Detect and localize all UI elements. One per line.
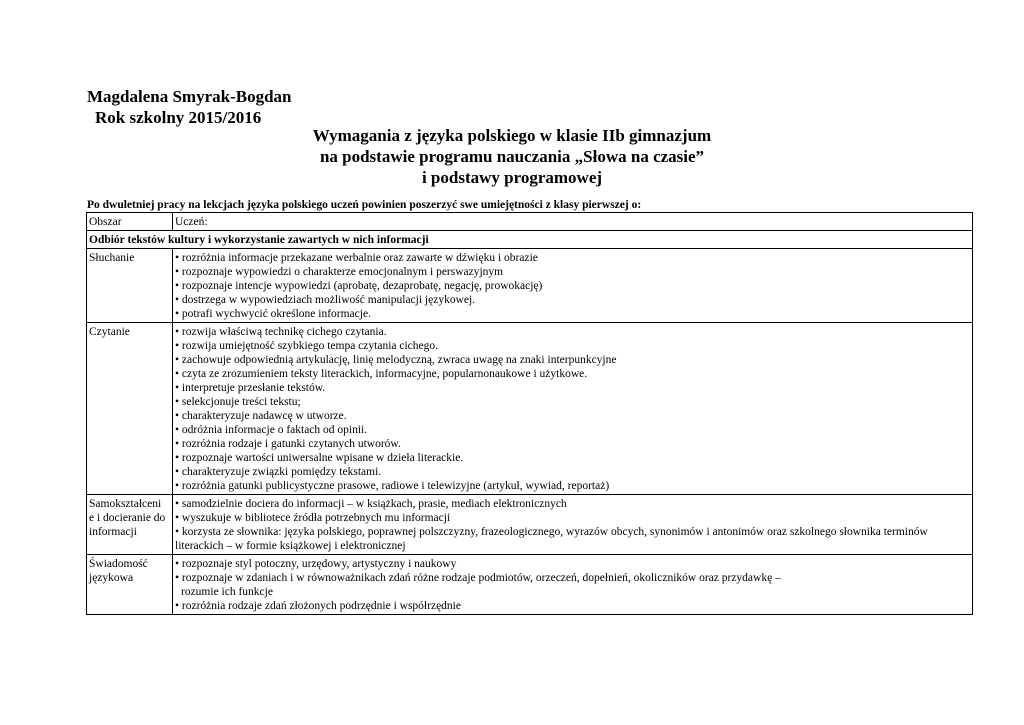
list-item: • rozróżnia rodzaje zdań złożonych podrzędnie i współrzędnie [175, 600, 461, 612]
list-item: • rozpoznaje intencje wypowiedzi (aprobatę, dezaprobatę, negację, prowokację) [175, 280, 543, 292]
list-item: • zachowuje odpowiednią artykulację, linię melodyczną, zwraca uwagę na znaki interpunkcyjne [175, 354, 617, 366]
table-header-row [87, 213, 973, 231]
list-item: • wyszukuje w bibliotece źródła potrzebnych mu informacji [175, 512, 451, 524]
list-item: • selekcjonuje treści tekstu; [175, 396, 301, 408]
area-cell: Świadomość językowa [87, 555, 173, 615]
list-item: • charakteryzuje nadawcę w utworze. [175, 410, 347, 422]
items-cell [173, 495, 973, 555]
list-item: • rozwija umiejętność szybkiego tempa czytania cichego. [175, 340, 438, 352]
title-line-3: i podstawy programowej [421, 168, 603, 187]
list-item: • rozpoznaje wypowiedzi o charakterze emocjonalnym i perswazyjnym [175, 266, 504, 278]
items-cell [173, 323, 973, 495]
list-item: • czyta ze zrozumieniem teksty literackich, informacyjne, popularnonaukowe i użytkowe. [175, 368, 588, 380]
list-item: • samodzielnie dociera do informacji – w książkach, prasie, mediach elektronicznych [175, 498, 567, 510]
list-item: • rozpoznaje w zdaniach i w równoważnikach zdań różne rodzaje podmiotów, orzeczeń, dopełnień, okoliczników oraz przydawkę – [175, 572, 781, 584]
title-line-2: na podstawie programu nauczania „Słowa na czasie” [319, 147, 705, 166]
section-row [87, 231, 973, 249]
list-item: • odróżnia informacje o faktach od opinii. [175, 424, 368, 436]
list-item: • interpretuje przesłanie tekstów. [175, 382, 326, 394]
list-item: • rozróżnia rodzaje i gatunki czytanych utworów. [175, 438, 401, 450]
section-title: Odbiór tekstów kultury i wykorzystanie zawartych w nich informacji [87, 231, 973, 249]
list-item: • rozróżnia informacje przekazane werbalnie oraz zawarte w dźwięku i obrazie [175, 252, 538, 264]
intro-text: Po dwuletniej pracy na lekcjach języka polskiego uczeń powinien poszerzyć swe umiejętności z klasy pierwszej o: [87, 199, 642, 211]
list-item: • charakteryzuje związki pomiędzy tekstami. [175, 466, 382, 478]
list-item: • rozwija właściwą technikę cichego czytania. [175, 326, 387, 338]
list-item: • korzysta ze słownika: języka polskiego, poprawnej polszczyzny, frazeologicznego, wyrazów obcych, synonimów i antonimów oraz szkolnego słownika terminów literackich – w formie książkowej i elektronicznej [175, 526, 928, 552]
list-item: • dostrzega w wypowiedziach możliwość manipulacji językowej. [175, 294, 476, 306]
list-item: • rozpoznaje styl potoczny, urzędowy, artystyczny i naukowy [175, 558, 457, 570]
requirements-table [86, 212, 973, 615]
items-cell [173, 555, 973, 615]
table-row-samoksztalcenie [87, 495, 973, 555]
list-item: • potrafi wychwycić określone informacje. [175, 308, 371, 320]
list-item: • rozróżnia gatunki publicystyczne prasowe, radiowe i telewizyjne (artykuł, wywiad, reportaż) [175, 480, 610, 492]
area-cell: Samokształceni e i docieranie do informacji [87, 495, 173, 555]
school-year: Rok szkolny 2015/2016 [95, 108, 262, 127]
area-cell: Czytanie [87, 323, 173, 495]
table-row-czytanie [87, 323, 973, 495]
table-row-swiadomosc [87, 555, 973, 615]
items-cell [173, 249, 973, 323]
author-name: Magdalena Smyrak-Bogdan [87, 87, 292, 106]
title-line-1: Wymagania z języka polskiego w klasie IIb gimnazjum [312, 126, 712, 145]
list-item: • rozpoznaje wartości uniwersalne wpisane w dzieła literackie. [175, 452, 464, 464]
col-header-area: Obszar [87, 213, 173, 231]
table-row-sluchanie [87, 249, 973, 323]
col-header-student: Uczeń: [173, 213, 973, 231]
list-item: rozumie ich funkcje [181, 586, 273, 598]
area-cell: Słuchanie [87, 249, 173, 323]
